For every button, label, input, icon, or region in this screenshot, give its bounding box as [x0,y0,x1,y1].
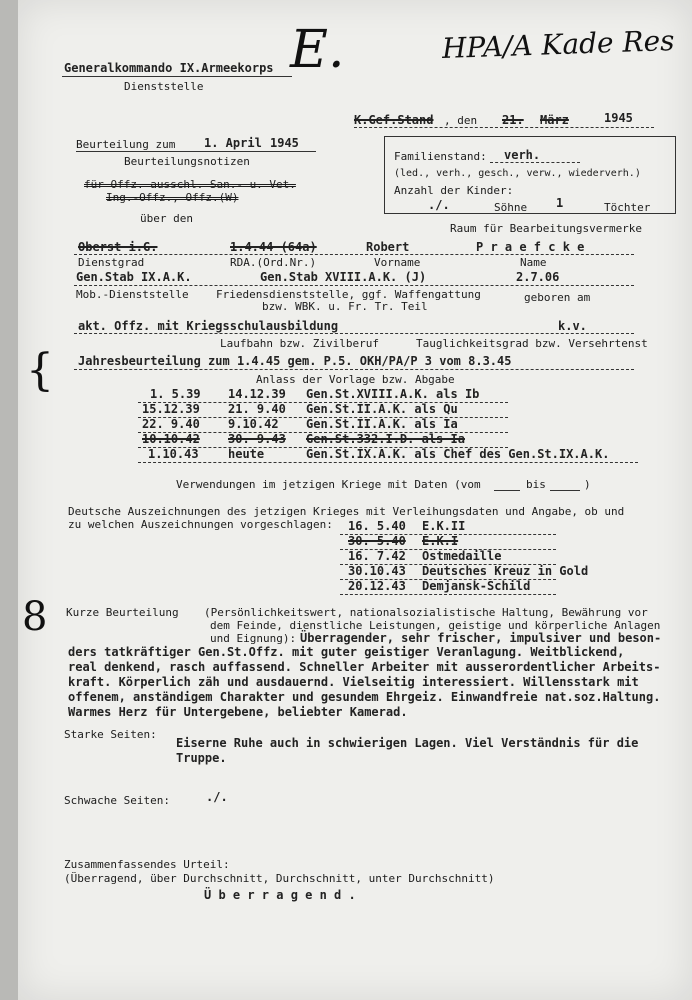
summary-options: (Überragend, über Durchschnitt, Durchschnitt, unter Durchschnitt) [64,872,495,885]
career-label: Laufbahn bzw. Zivilberuf [220,337,379,350]
assessment-notes-label: Beurteilungsnotizen [124,155,250,168]
rank-label: Dienstgrad [78,256,145,269]
office-label: Dienststelle [124,80,204,93]
assignment-to: 14.12.39 [228,387,286,401]
assessment-date-value: 1. April [204,136,262,150]
peace-unit-label2: bzw. WBK. u. Fr. Tr. Teil [262,300,428,313]
fitness-label: Tauglichkeitsgrad bzw. Versehrtenst [416,337,648,350]
weaknesses-value: ./. [206,790,228,804]
award-name: E.K.I [422,534,459,548]
assignment-from: 1.10.43 [148,447,199,461]
peace-unit-label: Friedensdienststelle, ggf. Waffengattung [216,288,481,301]
fitness-value: k.v. [558,319,587,333]
assignments-to-blank [550,490,580,491]
assignment-to: heute [228,447,265,461]
assignment-text: Gen.St.II.A.K. als Qu [306,402,458,416]
award-name: Deutsches Kreuz in Gold [422,564,589,578]
first-name-value: Robert [366,240,410,254]
assignment-row-line [138,462,638,463]
handwritten-corner-note: HPA/A Kade Res [441,23,676,66]
birth-date-value: 2.7.06 [516,270,560,284]
rda-label: RDA.(Ord.Nr.) [230,256,317,269]
award-name: Ostmedaille [422,549,502,563]
award-name: Demjansk-Schild [422,579,531,593]
evaluation-text3: real denkend, rasch auffassend. Schneller Arbeiter mit ausserordentlicher Arbeits- [68,660,661,674]
evaluation-text4: kraft. Körperlich zäh und ausdauernd. Vielseitig interessiert. Willensstark mit [68,675,639,689]
location-struck: K.Gef.Stand [354,113,434,127]
evaluation-text2: ders tatkräftiger Gen.St.Offz. mit guter geistiger Veranlagung. Weitblickend, [68,645,625,659]
last-name-value: P r a e f c k e [476,240,585,254]
daughters-label: Töchter [604,201,651,214]
award-row-line [340,594,556,595]
assignment-text: Gen.St.332.I.D. als Ia [306,432,465,446]
assignment-text: Gen.St.IX.A.K. als Chef des Gen.St.IX.A.K. [306,447,610,461]
assessment-date-year: 1945 [270,136,299,150]
award-date: 30.10.43 [348,564,406,578]
awards-intro-line2: zu welchen Auszeichnungen vorgeschlagen: [68,518,333,531]
assignment-from: 1. 5.39 [150,387,201,401]
occasion-label: Anlass der Vorlage bzw. Abgabe [256,373,455,386]
assignment-to: 30. 9.43 [228,432,286,446]
about-label: über den [140,212,193,225]
strengths-line1: Eiserne Ruhe auch in schwierigen Lagen. Viel Verständnis für die [176,736,639,750]
date-month: März [540,113,569,127]
margin-mark: 8 [22,594,48,640]
first-name-label: Vorname [374,256,421,269]
assignment-text: Gen.St.XVIII.A.K. als Ib [306,387,480,401]
family-status-value: verh. [504,148,541,162]
margin-bracket: { [26,345,54,396]
person-row1-line [74,254,634,255]
summary-value: Ü b e r r a g e n d . [204,888,356,902]
family-status-options: (led., verh., gesch., verw., wiederverh.) [394,168,641,179]
last-name-label: Name [520,256,547,269]
handwritten-letter: E. [290,20,345,80]
award-date: 16. 5.40 [348,519,406,533]
command-underline [62,76,292,77]
occasion-line [74,369,634,370]
date-line [354,127,654,128]
assessment-date-label: Beurteilung zum [76,138,176,151]
award-date: 16. 7.42 [348,549,406,563]
summary-label: Zusammenfassendes Urteil: [64,858,230,871]
family-status-label: Familienstand: [394,150,487,163]
daughters-value: 1 [556,196,564,210]
evaluation-text1: Überragender, sehr frischer, impulsiver und beson- [300,631,662,645]
sons-value: ./. [428,198,450,212]
assignments-label: Verwendungen im jetzigen Kriege mit Daten (vom [176,478,481,491]
award-name: E.K.II [422,519,466,533]
career-value: akt. Offz. mit Kriegsschulausbildung [78,319,339,333]
rank-value: Oberst i.G. [78,240,158,254]
family-status-line [490,162,580,163]
rda-value: 1.4.44 (64a) [230,240,317,254]
weaknesses-label: Schwache Seiten: [64,794,170,807]
occasion-value: Jahresbeurteilung zum 1.4.45 gem. P.5. OKH/PA/P 3 vom 8.3.45 [78,354,512,368]
mob-unit-value: Gen.Stab IX.A.K. [76,270,192,284]
mob-unit-label: Mob.-Dienststelle [76,288,189,301]
assignment-from: 22. 9.40 [142,417,200,431]
career-line [74,333,634,334]
person-row2-line [74,285,634,286]
evaluation-criteria3: und Eignung): [210,632,297,645]
award-date: 30. 5.40 [348,534,406,548]
assignments-label-close: ) [584,478,591,491]
sons-label: Söhne [494,201,528,214]
evaluation-criteria1: (Persönlichkeitswert, nationalsozialistische Haltung, Bewährung vor [204,606,648,619]
assessment-date-line [76,151,316,152]
awards-intro-line1: Deutsche Auszeichnungen des jetzigen Krieges mit Verleihungsdaten und Angabe, ob und [68,505,625,518]
award-date: 20.12.43 [348,579,406,593]
assignment-to: 9.10.42 [228,417,279,431]
birth-label: geboren am [524,291,591,304]
assignment-from: 10.10.42 [142,432,200,446]
command-name: Generalkommando IX.Armeekorps [64,61,274,75]
evaluation-text6: Warmes Herz für Untergebene, beliebter Kamerad. [68,705,408,719]
evaluation-label: Kurze Beurteilung [66,606,179,619]
remarks-label: Raum für Bearbeitungsvermerke [450,222,643,235]
evaluation-text5: offenem, anständigem Charakter und gesundem Ehrgeiz. Einwandfreie nat.soz.Haltung. [68,690,661,704]
for-officers-line1: für Offz. ausschl. San.- u. Vet. [84,178,296,191]
document-page [18,0,692,1000]
assignment-text: Gen.St.II.A.K. als Ia [306,417,458,431]
strengths-line2: Truppe. [176,751,227,765]
assignment-from: 15.12.39 [142,402,200,416]
date-day: 21. [502,113,524,127]
evaluation-criteria2: dem Feinde, dienstliche Leistungen, geistige und körperliche Anlagen [210,619,661,632]
children-label: Anzahl der Kinder: [394,184,514,197]
date-year: 1945 [604,111,633,125]
assignment-to: 21. 9.40 [228,402,286,416]
for-officers-line2: Ing.-Offz., Offz.(W) [106,191,239,204]
assignments-from-blank [494,490,520,491]
date-prefix: , den [444,114,478,127]
peace-unit-value: Gen.Stab XVIII.A.K. (J) [260,270,427,284]
strengths-label: Starke Seiten: [64,728,157,741]
assignments-label-to: bis [526,478,546,491]
